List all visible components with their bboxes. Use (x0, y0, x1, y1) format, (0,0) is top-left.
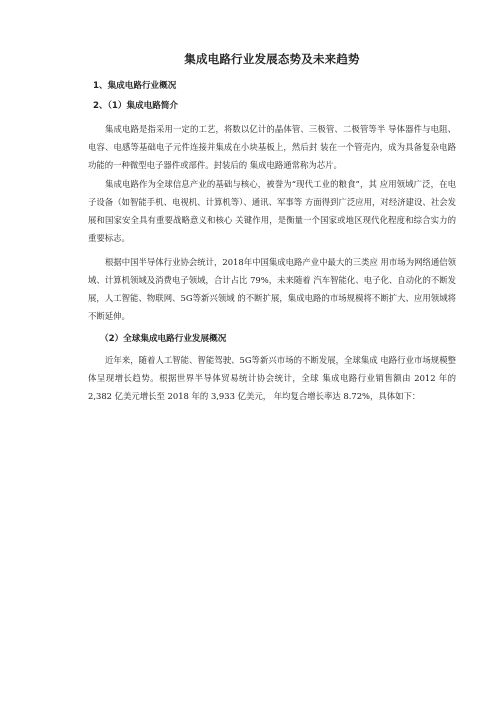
paragraph-china-market: 根据中国半导体行业协会统计，2018年中国集成电路产业中最大的三类应 用市场为网络通信领域、计算机领域及消费电子领域，合计占比 79%，未来随着 汽车智能化、电子化、自动化的不断发展，人工智能、物联网、5G等新兴领域 的不断扩展，集成电路的市场规模将不断扩大、应用领域将不断延伸。 (88, 257, 456, 321)
section-heading-industry-overview: 1、集成电路行业概况 (93, 81, 177, 91)
paragraph-ic-definition: 集成电路是指采用一定的工艺，将数以亿计的晶体管、三极管、二极管等半 导体器件与电阻、电容、电感等基础电子元件连接并集成在小块基板上，然后封 装在一个管壳内，成为具备复杂电路功能的一种微型电子器件或部件。封装后的 集成电路通常称为芯片。 (88, 124, 456, 170)
paragraph-ic-importance: 集成电路作为全球信息产业的基础与核心，被誉为“现代工业的粮食”，其 应用领域广泛，在电子设备（如智能手机、电视机、计算机等）、通讯、军事等 方面得到广泛应用，对经济建设、社会发展和国家安全具有重要战略意义和核心 关键作用，是衡量一个国家或地区现代化程度和综合实力的重要标志。 (88, 179, 456, 243)
section-heading-ic-introduction: 2、（1）集成电路简介 (93, 101, 179, 111)
paragraph-global-market: 近年来，随着人工智能、智能驾驶、5G等新兴市场的不断发展，全球集成 电路行业市场规模整体呈现增长趋势。根据世界半导体贸易统计协会统计，全球 集成电路行业销售额由 2012 年的 2,382 亿美元增长至 2018 年的 3,933 亿美元， 年均复合增长率达 8.72%，具体如下： (88, 355, 456, 401)
section-heading-global-overview: （2）全球集成电路行业发展概况 (100, 334, 227, 344)
document-title: 集成电路行业发展态势及未来趋势 (184, 52, 360, 66)
